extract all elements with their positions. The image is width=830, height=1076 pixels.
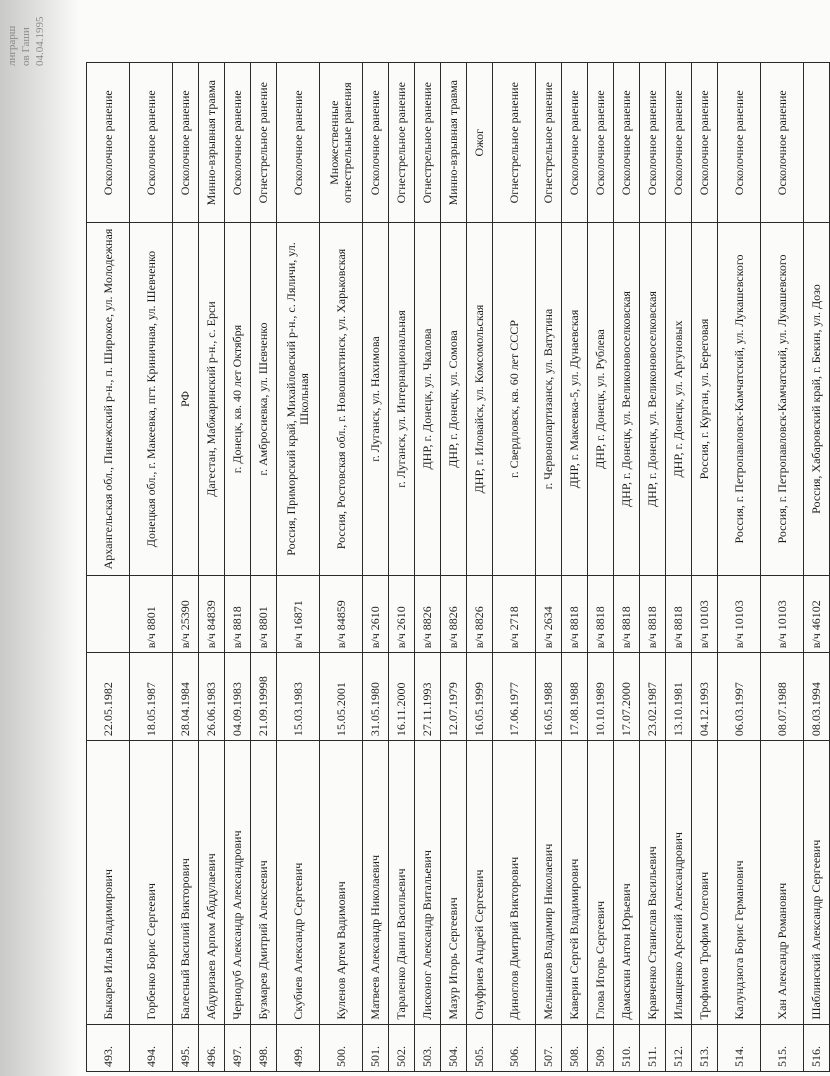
injury-type: Множественные огнестрельные ранения (320, 63, 363, 223)
table-row (640, 63, 666, 1072)
military-unit: в/ч 8826 (441, 575, 467, 653)
address: г. Донецк, кв. 40 лет Октября (225, 223, 251, 575)
injury-type: Осколочное ранение (614, 63, 640, 223)
injury-type: Осколочное ранение (666, 63, 692, 223)
person-name: Абдуризаев Арпом Абддулаевич (199, 741, 225, 1025)
table-body (87, 63, 830, 1072)
military-unit: в/ч 84859 (320, 575, 363, 653)
injury-type: Огнестрельное ранение (415, 63, 441, 223)
row-number: 509. (588, 1024, 614, 1071)
row-number: 505. (467, 1024, 493, 1071)
military-unit: в/ч 10103 (761, 575, 804, 653)
military-unit: в/ч 8818 (588, 575, 614, 653)
table-row (441, 63, 467, 1072)
person-name: Чернодуб Александр Александрович (225, 741, 251, 1025)
address: ДНР, г. Иловайск, ул. Комсомольская (467, 223, 493, 575)
table-row (87, 63, 130, 1072)
address: ДНР, г. Макеевка-5, ул. Дунаевская (562, 223, 588, 575)
row-number: 496. (199, 1024, 225, 1071)
injury-type: Осколочное ранение (130, 63, 173, 223)
table-row (588, 63, 614, 1072)
table-row (493, 63, 536, 1072)
birth-date: 04.09.1983 (225, 653, 251, 741)
address: Россия, г. Курган, ул. Береговая (692, 223, 718, 575)
military-unit: в/ч 10103 (718, 575, 761, 653)
row-number: 499. (277, 1024, 320, 1071)
military-unit: в/ч 10103 (692, 575, 718, 653)
injury-type: Осколочное ранение (277, 63, 320, 223)
address: ДНР, г. Донецк, ул. Великоновоселковская (640, 223, 666, 575)
table-row (692, 63, 718, 1072)
table-row (225, 63, 251, 1072)
injury-type: Огнестрельное ранение (251, 63, 277, 223)
birth-date: 27.11.1993 (415, 653, 441, 741)
row-number: 494. (130, 1024, 173, 1071)
row-number: 498. (251, 1024, 277, 1071)
address: Архангельская обл., Пинежский р-н., п. Широкое, ул. Молодежная (87, 223, 130, 575)
military-unit: в/ч 46102 (804, 575, 830, 653)
person-name: Калундзюга Борис Германович (718, 741, 761, 1025)
military-unit: в/ч 8818 (562, 575, 588, 653)
injury-type: Осколочное ранение (562, 63, 588, 223)
address: Россия, Приморский край, Михайловский р-н., с. Ляличи, ул. Школьная (277, 223, 320, 575)
person-name: Каверин Сергей Владимирович (562, 741, 588, 1025)
row-number: 513. (692, 1024, 718, 1071)
address: Донецкая обл., г. Макеевка, пгт. Криничная, ул. Шевченко (130, 223, 173, 575)
table-row (173, 63, 199, 1072)
row-number: 502. (389, 1024, 415, 1071)
edge-date: 04.04.1995 (34, 16, 46, 66)
injury-type: Огнестрельное ранение (536, 63, 562, 223)
table-row (415, 63, 441, 1072)
row-number: 511. (640, 1024, 666, 1071)
injury-type: Осколочное ранение (87, 63, 130, 223)
address: Россия, Ростовская обл., г. Новошахтинск, ул. Харьковская (320, 223, 363, 575)
birth-date: 17.08.1988 (562, 653, 588, 741)
table-row (251, 63, 277, 1072)
address: г. Луганск, ул. Интернациональная (389, 223, 415, 575)
injury-type (804, 63, 830, 223)
military-unit: в/ч 2610 (389, 575, 415, 653)
birth-date: 16.11.2000 (389, 653, 415, 741)
row-number: 507. (536, 1024, 562, 1071)
person-name: Хан Александр Романович (761, 741, 804, 1025)
birth-date: 08.03.1994 (804, 653, 830, 741)
injury-type: Ожог (467, 63, 493, 223)
person-name: Глова Игорь Сергеевич (588, 741, 614, 1025)
military-unit: в/ч 8826 (415, 575, 441, 653)
birth-date: 22.05.1982 (87, 653, 130, 741)
injury-type: Осколочное ранение (692, 63, 718, 223)
injury-type: Осколочное ранение (225, 63, 251, 223)
row-number: 508. (562, 1024, 588, 1071)
military-unit (87, 575, 130, 653)
person-name: Тараленко Данил Васильевич (389, 741, 415, 1025)
birth-date: 15.05.2001 (320, 653, 363, 741)
injury-type: Минно-взрывная травма (441, 63, 467, 223)
person-name: Шаблинский Александр Сергеевич (804, 741, 830, 1025)
military-unit: в/ч 8826 (467, 575, 493, 653)
birth-date: 10.10.1989 (588, 653, 614, 741)
table-row (320, 63, 363, 1072)
person-name: Диноглов Дмитрий Викторович (493, 741, 536, 1025)
address: Дагестан, Мабжаринский р-н., с. Ерси (199, 223, 225, 575)
row-number: 500. (320, 1024, 363, 1071)
row-number: 506. (493, 1024, 536, 1071)
address: Россия, г. Петропавловск-Камчатский, ул. Лукашевского (718, 223, 761, 575)
birth-date: 28.04.1984 (173, 653, 199, 741)
person-name: Ильященко Арсений Александрович (666, 741, 692, 1025)
military-unit: в/ч 8818 (640, 575, 666, 653)
address: г. Свердловск, кв. 60 лет СССР (493, 223, 536, 575)
military-unit: в/ч 84839 (199, 575, 225, 653)
person-name: Лисконог Александр Витальевич (415, 741, 441, 1025)
address: РФ (173, 223, 199, 575)
birth-date: 23.02.1987 (640, 653, 666, 741)
row-number: 515. (761, 1024, 804, 1071)
table-row (562, 63, 588, 1072)
birth-date: 08.07.1988 (761, 653, 804, 741)
edge-text-2: ов Гаши (20, 27, 32, 66)
table-row (363, 63, 389, 1072)
table-row (467, 63, 493, 1072)
address: г. Луганск, ул. Нахимова (363, 223, 389, 575)
person-name: Быкарев Илья Владимирович (87, 741, 130, 1025)
birth-date: 04.12.1993 (692, 653, 718, 741)
birth-date: 21.09.19998 (251, 653, 277, 741)
person-name: Куленов Артем Вадимович (320, 741, 363, 1025)
address: ДНР, г. Донецк, ул. Великоновоселковская (614, 223, 640, 575)
row-number: 503. (415, 1024, 441, 1071)
address: ДНР, г. Донецк, ул. Чкалова (415, 223, 441, 575)
birth-date: 17.06.1977 (493, 653, 536, 741)
previous-page-edge (5, 6, 83, 66)
address: ДНР, г. Донецк, ул. Рублева (588, 223, 614, 575)
address: Россия, г. Петропавловск-Камчатский, ул. Лукашевского (761, 223, 804, 575)
table-row (199, 63, 225, 1072)
military-unit: в/ч 8818 (225, 575, 251, 653)
person-name: Трофимов Трофим Олегович (692, 741, 718, 1025)
row-number: 512. (666, 1024, 692, 1071)
military-unit: в/ч 25390 (173, 575, 199, 653)
table-row (389, 63, 415, 1072)
person-name: Балесный Василий Викторович (173, 741, 199, 1025)
birth-date: 12.07.1979 (441, 653, 467, 741)
person-name: Матвеев Александр Николаевич (363, 741, 389, 1025)
military-unit: в/ч 8801 (130, 575, 173, 653)
injury-type: Осколочное ранение (173, 63, 199, 223)
table-row (130, 63, 173, 1072)
birth-date: 26.06.1983 (199, 653, 225, 741)
injury-type: Осколочное ранение (761, 63, 804, 223)
table-row (277, 63, 320, 1072)
table-row (614, 63, 640, 1072)
person-name: Кравченко Станислав Васильевич (640, 741, 666, 1025)
injury-type: Осколочное ранение (588, 63, 614, 223)
injury-type: Огнестрельное ранение (493, 63, 536, 223)
birth-date: 17.07.2000 (614, 653, 640, 741)
row-number: 510. (614, 1024, 640, 1071)
address: Россия, Хабаровский край, г. Бекин, ул. Дозо (804, 223, 830, 575)
person-name: Онуфриев Андрей Сергеевич (467, 741, 493, 1025)
injury-type: Осколочное ранение (640, 63, 666, 223)
row-number: 516. (804, 1024, 830, 1071)
address: г. Амбросиевка, ул. Шевченко (251, 223, 277, 575)
birth-date: 15.03.1983 (277, 653, 320, 741)
table-row (761, 63, 804, 1072)
military-unit: в/ч 2634 (536, 575, 562, 653)
birth-date: 16.05.1999 (467, 653, 493, 741)
injury-type: Осколочное ранение (363, 63, 389, 223)
address: г. Червонопартизанск, ул. Ватутина (536, 223, 562, 575)
casualty-table (86, 62, 830, 1072)
birth-date: 16.05.1988 (536, 653, 562, 741)
address: ДНР, г. Донецк, ул. Сомова (441, 223, 467, 575)
address: ДНР, г. Донецк, ул. Аргуновых (666, 223, 692, 575)
person-name: Дамаскин Антон Юрьевич (614, 741, 640, 1025)
military-unit: в/ч 16871 (277, 575, 320, 653)
row-number: 514. (718, 1024, 761, 1071)
table-row (536, 63, 562, 1072)
injury-type: Огнестрельное ранение (389, 63, 415, 223)
birth-date: 31.05.1980 (363, 653, 389, 741)
person-name: Горбенко Борис Сергеевич (130, 741, 173, 1025)
injury-type: Осколочное ранение (718, 63, 761, 223)
table-row (804, 63, 830, 1072)
row-number: 495. (173, 1024, 199, 1071)
military-unit: в/ч 8801 (251, 575, 277, 653)
person-name: Мельников Владимир Николаевич (536, 741, 562, 1025)
birth-date: 06.03.1997 (718, 653, 761, 741)
military-unit: в/ч 2610 (363, 575, 389, 653)
injury-type: Минно-взрывная травма (199, 63, 225, 223)
row-number: 501. (363, 1024, 389, 1071)
person-name: Скубиев Александр Сергеевич (277, 741, 320, 1025)
row-number: 504. (441, 1024, 467, 1071)
military-unit: в/ч 8818 (666, 575, 692, 653)
military-unit: в/ч 8818 (614, 575, 640, 653)
military-unit: в/ч 2718 (493, 575, 536, 653)
person-name: Бузмарев Дмитрий Алексеевич (251, 741, 277, 1025)
table-row (718, 63, 761, 1072)
row-number: 493. (87, 1024, 130, 1071)
row-number: 497. (225, 1024, 251, 1071)
person-name: Мазур Игорь Сергеевич (441, 741, 467, 1025)
birth-date: 18.05.1987 (130, 653, 173, 741)
birth-date: 13.10.1981 (666, 653, 692, 741)
edge-text-1: лнграрш (6, 25, 18, 66)
table-row (666, 63, 692, 1072)
